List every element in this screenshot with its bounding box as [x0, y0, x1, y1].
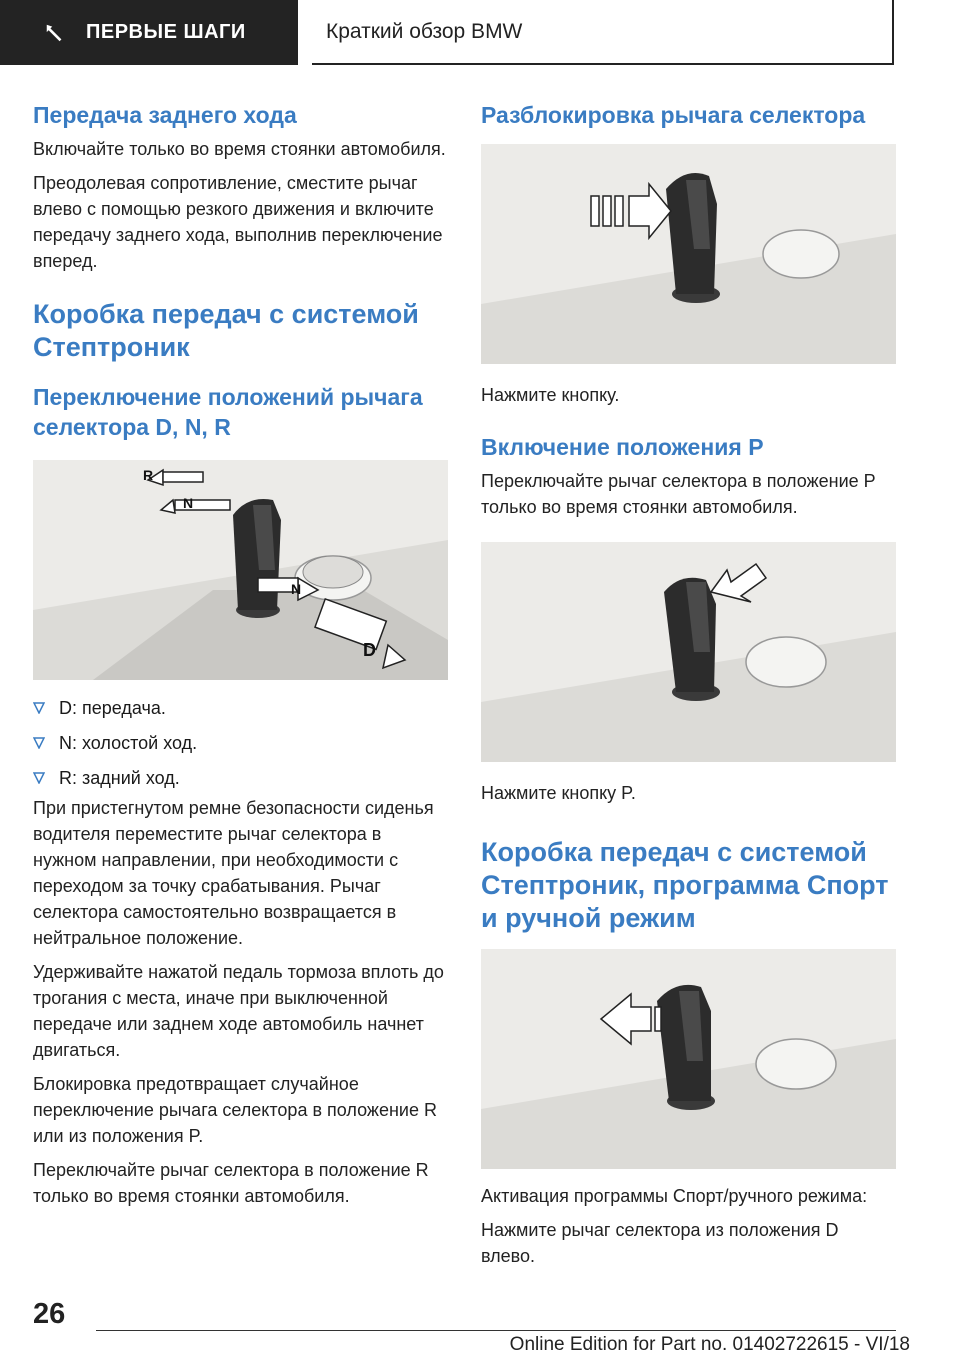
- label-r: R: [143, 467, 154, 483]
- p-heading: Включение положения P: [481, 434, 764, 460]
- list-item: N: холостой ход.: [33, 725, 448, 760]
- sport-caption-2: Нажмите рычаг селектора из положения D влево.: [481, 1220, 839, 1266]
- list-item: R: задний ход.: [33, 760, 448, 795]
- reverse-p1: Включайте только во время стоянки автомобиля.: [33, 139, 446, 159]
- left-column: [33, 100, 448, 1209]
- belt-paragraph: При пристегнутом ремне безопасности сиденья водителя переместите рычаг селектора в нужном направлении, при необходимости с переходом за точку срабатывания. Рычаг селектора самостоятельно возвращается в нейтральное положение.: [33, 798, 434, 948]
- sport-mode-illustration: [481, 949, 896, 1169]
- gear-selector-dnr-illustration: [33, 460, 448, 680]
- brake-paragraph: Удерживайте нажатой педаль тормоза вплоть до трогания с места, иначе при выключенной передаче или заднем ходе автомобиль начнет двигаться.: [33, 962, 444, 1060]
- p-text: Переключайте рычаг селектора в положение P только во время стоянки автомобиля.: [481, 471, 876, 517]
- page-number: 26: [33, 1298, 66, 1330]
- reverse-p2: Преодолевая сопротивление, сместите рычаг влево с помощью резкого движения и включите передачу заднего хода, выполнив переключение вперед.: [33, 173, 443, 271]
- wrench-icon: [44, 22, 66, 44]
- triangle-bullet-icon: [33, 737, 45, 749]
- label-n-down: N: [291, 581, 302, 597]
- triangle-bullet-icon: [33, 702, 45, 714]
- chapter-title-box: [312, 0, 894, 65]
- label-n-up: N: [183, 495, 194, 511]
- sport-heading: Коробка передач с системой Стептроник, программа Спорт и ручной режим: [481, 837, 889, 933]
- unlock-caption: Нажмите кнопку.: [481, 385, 620, 405]
- p-caption: Нажмите кнопку P.: [481, 783, 636, 803]
- switch-heading: Переключение положений рычага селектора D, N, R: [33, 384, 423, 440]
- p-button-illustration: [481, 542, 896, 762]
- sport-caption-1: Активация программы Спорт/ручного режима:: [481, 1186, 868, 1206]
- list-item: D: передача.: [33, 690, 448, 725]
- footer-divider: [96, 1330, 896, 1331]
- label-d: D: [363, 640, 376, 660]
- triangle-bullet-icon: [33, 772, 45, 784]
- edition-info: Online Edition for Part no. 01402722615 - VI/18: [509, 1334, 910, 1355]
- lock-paragraph: Блокировка предотвращает случайное переключение рычага селектора в положение R или из положения P.: [33, 1074, 437, 1146]
- section-tab-label: ПЕРВЫЕ ШАГИ: [86, 21, 246, 43]
- unlock-button-illustration: [481, 144, 896, 364]
- section-tab[interactable]: [0, 0, 298, 65]
- right-column: [481, 100, 896, 1269]
- r-only-paragraph: Переключайте рычаг селектора в положение R только во время стоянки автомобиля.: [33, 1160, 429, 1206]
- steptronic-heading: Коробка передач с системой Стептроник: [33, 299, 419, 362]
- unlock-heading: Разблокировка рычага селектора: [481, 102, 866, 128]
- chapter-title: Краткий обзор BMW: [326, 19, 523, 43]
- reverse-heading: Передача заднего хода: [33, 102, 297, 128]
